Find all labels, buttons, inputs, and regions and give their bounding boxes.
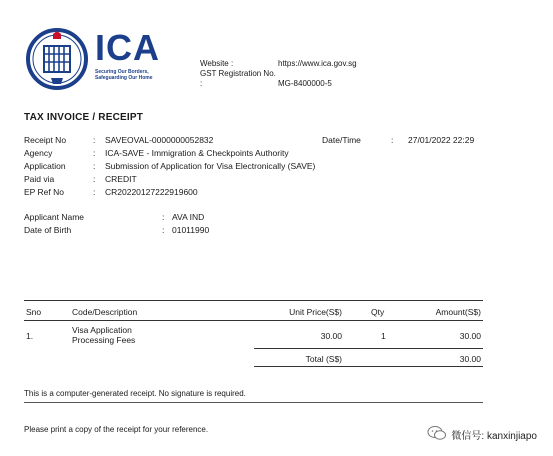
dob-value: 01011990 — [172, 225, 210, 235]
col-header-qty: Qty — [371, 307, 385, 317]
generated-note: This is a computer-generated receipt. No signature is required. — [24, 389, 246, 398]
wechat-watermark — [427, 425, 537, 444]
ica-logo-text: ICA — [95, 27, 160, 68]
ica-emblem-icon — [26, 28, 88, 90]
website-label: Website : — [200, 59, 234, 68]
paid-via-value: CREDIT — [105, 174, 137, 184]
col-header-desc: Code/Description — [72, 307, 138, 317]
row-qty: 1 — [381, 331, 386, 341]
dob-label: Date of Birth — [24, 225, 72, 235]
total-value: 30.00 — [459, 354, 481, 364]
receipt-number: SAVEOVAL-0000000052832 — [105, 135, 214, 145]
print-note: Please print a copy of the receipt for your reference. — [24, 425, 209, 434]
datetime-label: Date/Time — [322, 135, 361, 145]
wechat-icon — [427, 425, 447, 444]
gst-label: GST Registration No. : — [200, 69, 276, 88]
table-top-rule — [24, 300, 483, 301]
applicant-name-value: AVA IND — [172, 212, 205, 222]
detail-label: Application — [24, 161, 66, 171]
row-desc: Visa Application Processing Fees — [72, 325, 136, 345]
col-header-sno: Sno — [26, 307, 42, 317]
row-sno: 1. — [26, 331, 34, 341]
agency-value: ICA-SAVE - Immigration & Checkpoints Authority — [105, 148, 289, 158]
row-unit-price: 30.00 — [320, 331, 342, 341]
col-header-unit-price: Unit Price(S$) — [289, 307, 342, 317]
detail-label: EP Ref No — [24, 187, 65, 197]
row-amount: 30.00 — [459, 331, 481, 341]
ep-ref-value: CR20220127222919600 — [105, 187, 198, 197]
total-top-rule — [254, 348, 483, 349]
total-label: Total (S$) — [305, 354, 342, 364]
detail-label: Agency — [24, 148, 53, 158]
notes-rule — [24, 402, 483, 403]
detail-label: Receipt No — [24, 135, 67, 145]
header-info — [200, 59, 357, 89]
gst-value: MG-8400000-5 — [278, 79, 332, 88]
website-value: https://www.ica.gov.sg — [278, 59, 357, 68]
page-title: TAX INVOICE / RECEIPT — [24, 112, 144, 123]
total-bottom-rule — [254, 366, 483, 367]
detail-label: Paid via — [24, 174, 55, 184]
watermark-text: 微信号: kanxinjiapo — [451, 431, 537, 442]
col-header-amount: Amount(S$) — [435, 307, 481, 317]
table-header-rule — [24, 320, 483, 321]
applicant-name-label: Applicant Name — [24, 212, 85, 222]
logo-tagline: Securing Our Borders, Safeguarding Our Home — [95, 69, 153, 81]
application-value: Submission of Application for Visa Electronically (SAVE) — [105, 161, 316, 171]
datetime-value: 27/01/2022 22:29 — [408, 135, 475, 145]
